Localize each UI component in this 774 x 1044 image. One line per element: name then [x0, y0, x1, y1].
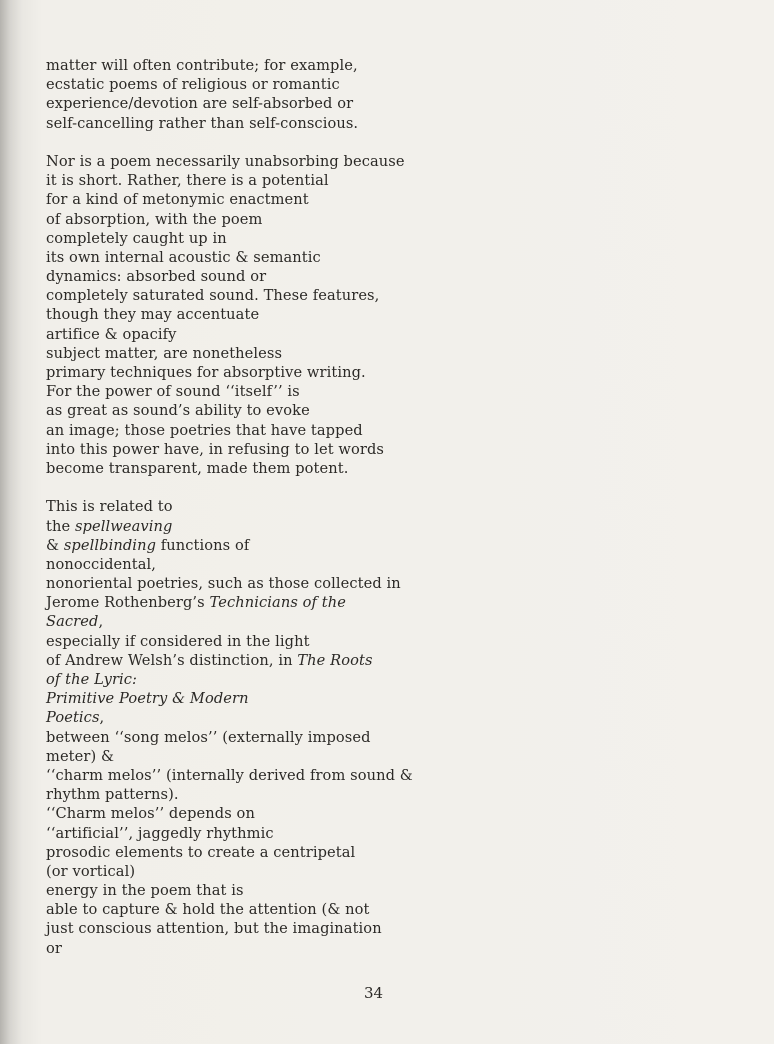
text-segment: ‘‘Charm melos’’ depends on [46, 805, 255, 823]
italic-text: The Roots [297, 651, 373, 669]
text-line [46, 939, 746, 958]
text-line [46, 612, 746, 631]
text-segment: (or vortical) [46, 862, 136, 880]
text-line [46, 267, 746, 286]
paragraph [46, 56, 746, 133]
text-segment: matter will often contribute; for example, [46, 57, 358, 74]
text-line [46, 766, 746, 785]
page-number: 34 [364, 984, 384, 1002]
text-line [46, 785, 746, 804]
text-line [46, 382, 746, 401]
text-segment: experience/devotion are self-absorbed or [46, 95, 354, 113]
paragraph [46, 497, 746, 958]
text-line [46, 190, 746, 209]
text-line [46, 94, 746, 113]
text-line [46, 286, 746, 305]
text-line [46, 363, 746, 382]
text-segment: energy in the poem that is [46, 882, 244, 900]
text-segment: an image; those poetries that have tapped [46, 421, 363, 439]
text-segment: nonoriental poetries, such as those collected in [46, 575, 401, 593]
text-segment: of Andrew Welsh’s distinction, in [46, 651, 298, 669]
text-line [46, 804, 746, 823]
text-segment: artifice & opacify [46, 325, 177, 343]
text-line [46, 440, 746, 459]
text-line [46, 919, 746, 938]
text-segment: , [98, 613, 104, 631]
text-line [46, 900, 746, 919]
text-segment: it is short. Rather, there is a potential [46, 172, 329, 190]
text-line [46, 401, 746, 420]
text-segment: Nor is a poem necessarily unabsorbing because [46, 152, 405, 170]
italic-text: spellbinding [63, 536, 157, 554]
text-line [46, 536, 746, 555]
italic-text: of the Lyric: [46, 671, 138, 688]
text-segment: ‘‘artificial’’, jaggedly rhythmic [46, 824, 274, 842]
text-segment: primary techniques for absorptive writing. [46, 364, 366, 381]
text-line [46, 517, 746, 536]
text-line [46, 747, 746, 766]
text-segment: For the power of sound ‘‘itself’’ is [46, 383, 300, 401]
text-line [46, 670, 746, 689]
text-segment: become transparent, made them potent. [46, 459, 349, 477]
text-segment: ‘‘charm melos’’ (internally derived from sound & [46, 766, 413, 784]
text-segment: the [46, 517, 75, 535]
text-segment: , [99, 709, 105, 727]
text-line [46, 651, 746, 670]
text-segment: & [46, 536, 64, 554]
text-segment: of absorption, with the poem [46, 210, 263, 228]
text-segment: nonoccidental, [46, 555, 157, 573]
text-segment: meter) & [46, 747, 115, 765]
text-line [46, 708, 746, 727]
text-line [46, 114, 746, 133]
text-segment: Jerome Rothenberg’s [46, 594, 210, 612]
text-line [46, 325, 746, 344]
italic-text: Technicians of the [209, 594, 346, 612]
text-segment: dynamics: absorbed sound or [46, 268, 267, 286]
text-line [46, 171, 746, 190]
italic-text: Primitive Poetry & Modern [46, 690, 249, 708]
italic-text: Sacred [46, 613, 99, 631]
text-line [46, 728, 746, 747]
text-line [46, 632, 746, 651]
text-segment: self-cancelling rather than self-conscious. [46, 114, 359, 132]
text-line [46, 497, 746, 516]
text-segment: its own internal acoustic & semantic [46, 248, 321, 266]
text-segment: prosodic elements to create a centripetal [46, 843, 356, 861]
text-segment: completely caught up in [46, 229, 227, 247]
text-segment: as great as sound’s ability to evoke [46, 402, 310, 420]
text-line [46, 843, 746, 862]
text-segment: subject matter, are nonetheless [46, 344, 283, 362]
italic-text: Poetics [46, 709, 100, 727]
text-segment: into this power have, in refusing to let words [46, 440, 384, 458]
text-segment: able to capture & hold the attention (& not [46, 901, 370, 919]
text-segment: though they may accentuate [46, 306, 260, 324]
text-line [46, 862, 746, 881]
text-segment: just conscious attention, but the imagination [46, 920, 382, 938]
paragraph-gap [46, 133, 746, 152]
text-line [46, 824, 746, 843]
text-segment: ecstatic poems of religious or romantic [46, 76, 340, 94]
text-segment: especially if considered in the light [46, 632, 310, 650]
text-line [46, 75, 746, 94]
text-segment: between ‘‘song melos’’ (externally imposed [46, 728, 371, 746]
text-line [46, 881, 746, 900]
text-segment: for a kind of metonymic enactment [46, 191, 309, 209]
text-line [46, 229, 746, 248]
text-line [46, 56, 746, 75]
text-line [46, 689, 746, 708]
text-segment: completely saturated sound. These features, [46, 287, 380, 305]
text-segment: This is related to [46, 498, 173, 516]
text-line [46, 421, 746, 440]
italic-text: spellweaving [74, 517, 173, 535]
page-body [46, 56, 746, 958]
text-segment: functions of [156, 536, 250, 554]
text-line [46, 459, 746, 478]
text-line [46, 152, 746, 171]
text-line [46, 344, 746, 363]
paragraph-gap [46, 478, 746, 497]
text-segment: or [46, 939, 62, 957]
text-line [46, 593, 746, 612]
text-line [46, 574, 746, 593]
text-line [46, 210, 746, 229]
text-line [46, 305, 746, 324]
text-segment: rhythm patterns). [46, 786, 179, 804]
text-line [46, 248, 746, 267]
paragraph [46, 152, 746, 478]
text-line [46, 555, 746, 574]
